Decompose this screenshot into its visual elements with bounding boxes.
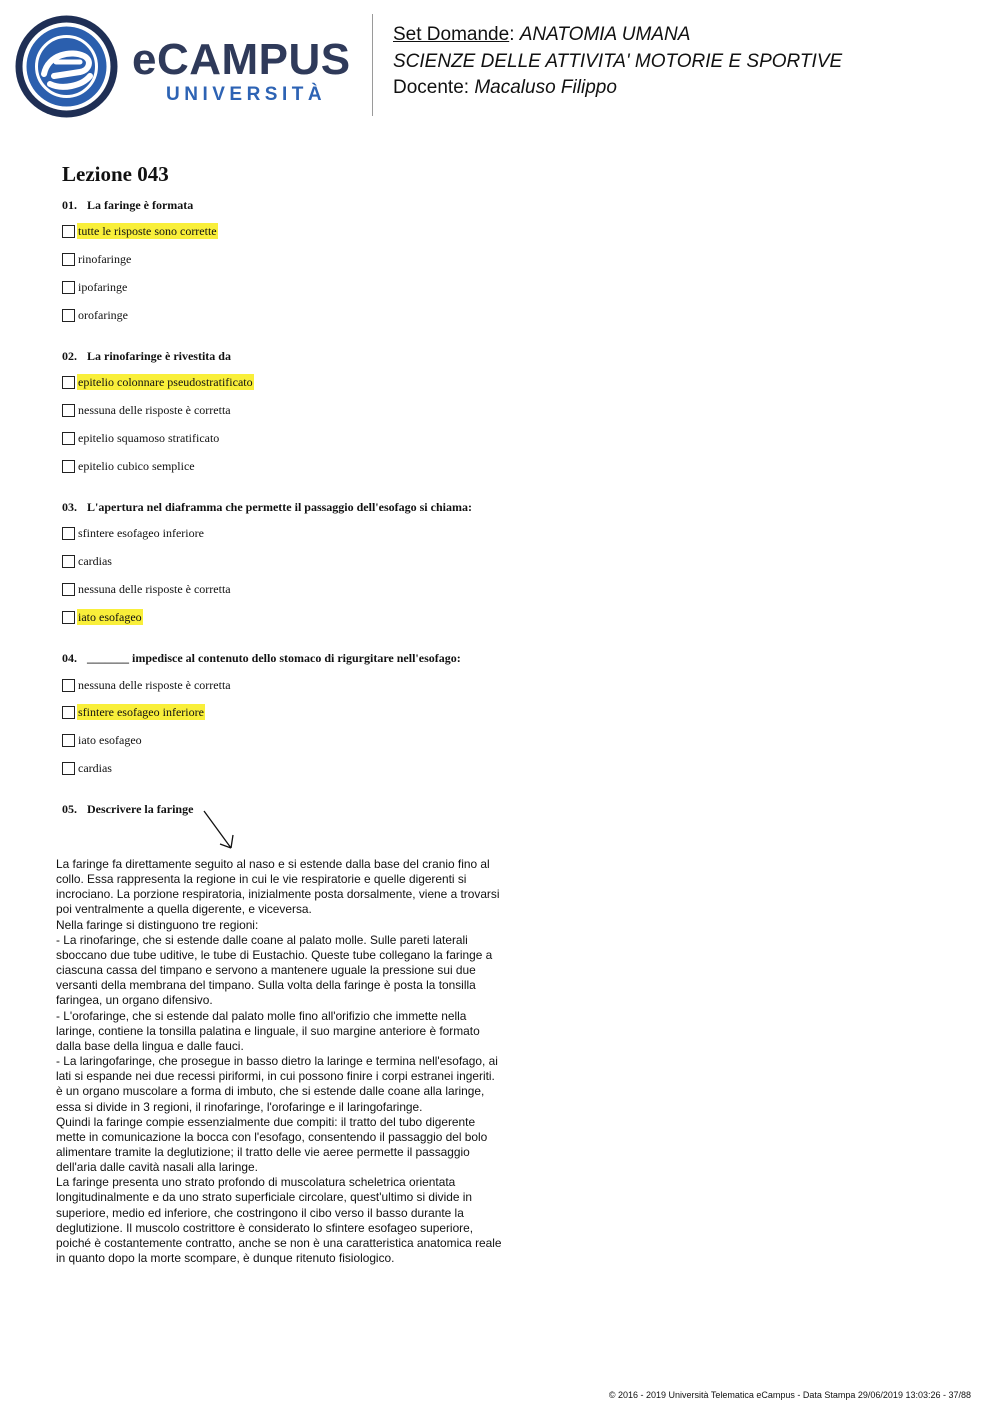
answer-line: sboccano due tube uditive, le tube di Eustachio. Queste tube collegano la faringe a bbox=[56, 947, 493, 962]
answer-text bbox=[56, 857, 536, 1266]
question-text: Descrivere la faringe bbox=[87, 802, 194, 816]
answer-line: dalla base della lingua e dalle fauci. bbox=[56, 1038, 244, 1053]
answer-line: lati si espande nei due recessi piriformi, in cui possono finire i corpi estranei ingeriti. bbox=[56, 1069, 495, 1084]
checkbox[interactable] bbox=[62, 611, 75, 624]
lesson-title: Lezione 043 bbox=[62, 162, 169, 186]
checkbox[interactable] bbox=[62, 376, 75, 389]
checkbox[interactable] bbox=[62, 762, 75, 775]
option-text: tutte le risposte sono corrette bbox=[78, 224, 217, 238]
answer-line: deglutizione. Il muscolo costrittore è considerato lo sfintere esofageo superiore, bbox=[56, 1220, 474, 1235]
page-footer: © 2016 - 2019 Università Telematica eCampus - Data Stampa 29/06/2019 13:03:26 - 37/88 bbox=[608, 1390, 971, 1400]
course-name: SCIENZE DELLE ATTIVITA' MOTORIE E SPORTIVE bbox=[393, 50, 843, 72]
answer-line: longitudinalmente e da uno strato superficiale circolare, quest'ultimo si divide in bbox=[56, 1190, 473, 1205]
option-2-3[interactable] bbox=[62, 430, 220, 446]
option-3-4[interactable] bbox=[62, 609, 143, 625]
question-02: 02. La rinofaringe è rivestita da bbox=[62, 349, 231, 363]
course-line bbox=[393, 49, 842, 76]
option-4-4[interactable] bbox=[62, 760, 113, 776]
answer-line: faringea, un organo difensivo. bbox=[56, 993, 213, 1008]
answer-line: incrociano. La porzione respiratoria, inizialmente posta dorsalmente, viene a trovarsi bbox=[56, 887, 500, 902]
option-text: iato esofageo bbox=[78, 733, 142, 747]
checkbox[interactable] bbox=[62, 734, 75, 747]
header-divider bbox=[372, 14, 373, 116]
option-2-2[interactable] bbox=[62, 402, 232, 418]
answer-line: versanti della membrana del timpano. Sulla volta della faringe è posta la tonsilla bbox=[56, 978, 476, 993]
answer-line: La faringe presenta uno strato profondo di muscolatura scheletrica orientata bbox=[56, 1175, 456, 1190]
option-text: epitelio cubico semplice bbox=[78, 459, 195, 473]
brand-name: eCAMPUS bbox=[132, 35, 351, 84]
answer-line: Nella faringe si distinguono tre regioni: bbox=[56, 917, 259, 932]
checkbox[interactable] bbox=[62, 555, 75, 568]
option-3-2[interactable] bbox=[62, 553, 113, 569]
question-04: 04. _______ impedisce al contenuto dello stomaco di rigurgitare nell'esofago: bbox=[62, 651, 461, 665]
answer-line: poiché è costantemente contratto, anche se non è una caratteristica anatomica reale bbox=[56, 1235, 502, 1250]
answer-line: alimentare tramite la deglutizione; il tratto delle vie aeree permette il passaggio bbox=[56, 1144, 470, 1159]
answer-line: - L'orofaringe, che si estende dal palato molle fino all'orifizio che immette nella bbox=[56, 1008, 467, 1023]
answer-line: - La laringofaringe, che prosegue in basso dietro la laringe e termina nell'esofago, ai bbox=[56, 1054, 498, 1069]
checkbox[interactable] bbox=[62, 460, 75, 473]
brand-subtitle: UNIVERSITÀ bbox=[166, 84, 327, 105]
option-text: epitelio squamoso stratificato bbox=[78, 431, 220, 445]
answer-line: dell'aria dalle cavità nasali alla laringe. bbox=[56, 1160, 258, 1175]
question-05: 05. Descrivere la faringe bbox=[62, 802, 194, 816]
option-text: sfintere esofageo inferiore bbox=[78, 705, 204, 719]
option-1-3[interactable] bbox=[62, 279, 128, 295]
set-line: Set Domande: ANATOMIA UMANA bbox=[393, 24, 691, 45]
set-label: Set Domande bbox=[393, 24, 510, 45]
checkbox[interactable] bbox=[62, 253, 75, 266]
checkbox[interactable] bbox=[62, 706, 75, 719]
question-text: _______ impedisce al contenuto dello stomaco di rigurgitare nell'esofago: bbox=[87, 651, 461, 665]
question-text: La faringe è formata bbox=[87, 198, 194, 212]
option-text: epitelio colonnare pseudostratificato bbox=[78, 375, 253, 389]
checkbox[interactable] bbox=[62, 281, 75, 294]
checkbox[interactable] bbox=[62, 527, 75, 540]
ecampus-logo-icon bbox=[14, 14, 119, 119]
option-text: nessuna delle risposte è corretta bbox=[78, 582, 231, 596]
checkbox[interactable] bbox=[62, 432, 75, 445]
option-text: rinofaringe bbox=[78, 252, 132, 266]
option-text: iato esofageo bbox=[78, 610, 142, 624]
answer-line: mette in comunicazione la bocca con l'esofago, consentendo il passaggio del bolo bbox=[56, 1129, 488, 1144]
option-text: ipofaringe bbox=[78, 280, 128, 294]
header-info bbox=[393, 22, 842, 102]
answer-line: collo. Essa rappresenta la regione in cui le vie respiratorie e quelle digerenti si bbox=[56, 872, 467, 887]
option-text: orofaringe bbox=[78, 308, 128, 322]
option-text: nessuna delle risposte è corretta bbox=[78, 403, 231, 417]
option-2-4[interactable] bbox=[62, 458, 196, 474]
checkbox[interactable] bbox=[62, 225, 75, 238]
checkbox[interactable] bbox=[62, 404, 75, 417]
question-03: 03. L'apertura nel diaframma che permette il passaggio dell'esofago si chiama: bbox=[62, 500, 472, 514]
option-3-1[interactable] bbox=[62, 525, 205, 541]
answer-line: Quindi la faringe compie essenzialmente due compiti: il tratto del tubo digerente bbox=[56, 1114, 476, 1129]
option-text: cardias bbox=[78, 761, 112, 775]
answer-line: La faringe fa direttamente seguito al naso e si estende dalla base del cranio fino al bbox=[56, 857, 490, 871]
teacher-line bbox=[393, 75, 842, 102]
answer-line: ciascuna cassa del timpano e servono a mantenere uguale la pressione sui due bbox=[56, 963, 476, 978]
checkbox[interactable] bbox=[62, 679, 75, 692]
checkbox[interactable] bbox=[62, 583, 75, 596]
answer-line: essa si divide in 3 regioni, il rinofaringe, l'orofaringe e il laringofaringe. bbox=[56, 1099, 423, 1114]
option-4-3[interactable] bbox=[62, 732, 143, 748]
question-01: 01. La faringe è formata bbox=[62, 198, 194, 212]
option-text: cardias bbox=[78, 554, 112, 568]
option-4-1[interactable] bbox=[62, 677, 232, 693]
option-text: nessuna delle risposte è corretta bbox=[78, 678, 231, 692]
answer-line: laringe, contiene la tonsilla palatina e linguale, il suo margine anteriore è formato bbox=[56, 1023, 480, 1038]
option-1-2[interactable] bbox=[62, 251, 132, 267]
checkbox[interactable] bbox=[62, 309, 75, 322]
answer-line: è un organo muscolare a forma di imbuto, che si estende dalle coane alla laringe, bbox=[56, 1084, 485, 1099]
option-1-4[interactable] bbox=[62, 307, 129, 323]
answer-line: superiore, medio ed inferiore, che costringono il cibo verso il basso durante la bbox=[56, 1205, 464, 1220]
set-value: ANATOMIA UMANA bbox=[519, 24, 691, 45]
brand-wordmark bbox=[132, 35, 351, 106]
option-text: sfintere esofageo inferiore bbox=[78, 526, 204, 540]
answer-line: in quanto dopo la morte scompare, è dunque ritenuto fisiologico. bbox=[56, 1251, 395, 1266]
answer-line: - La rinofaringe, che si estende dalle coane al palato molle. Sulle pareti laterali bbox=[56, 932, 468, 947]
option-1-1[interactable] bbox=[62, 223, 218, 239]
option-2-1[interactable] bbox=[62, 374, 254, 390]
question-text: La rinofaringe è rivestita da bbox=[87, 349, 231, 363]
teacher-label: Docente: bbox=[393, 77, 470, 98]
answer-line: poi ventralmente a quella digerente, e viceversa. bbox=[56, 902, 312, 917]
option-3-3[interactable] bbox=[62, 581, 232, 597]
question-text: L'apertura nel diaframma che permette il passaggio dell'esofago si chiama: bbox=[87, 500, 472, 514]
teacher-name: Macaluso Filippo bbox=[474, 77, 617, 98]
arrow-down-icon bbox=[200, 808, 240, 854]
option-4-2[interactable] bbox=[62, 704, 205, 720]
